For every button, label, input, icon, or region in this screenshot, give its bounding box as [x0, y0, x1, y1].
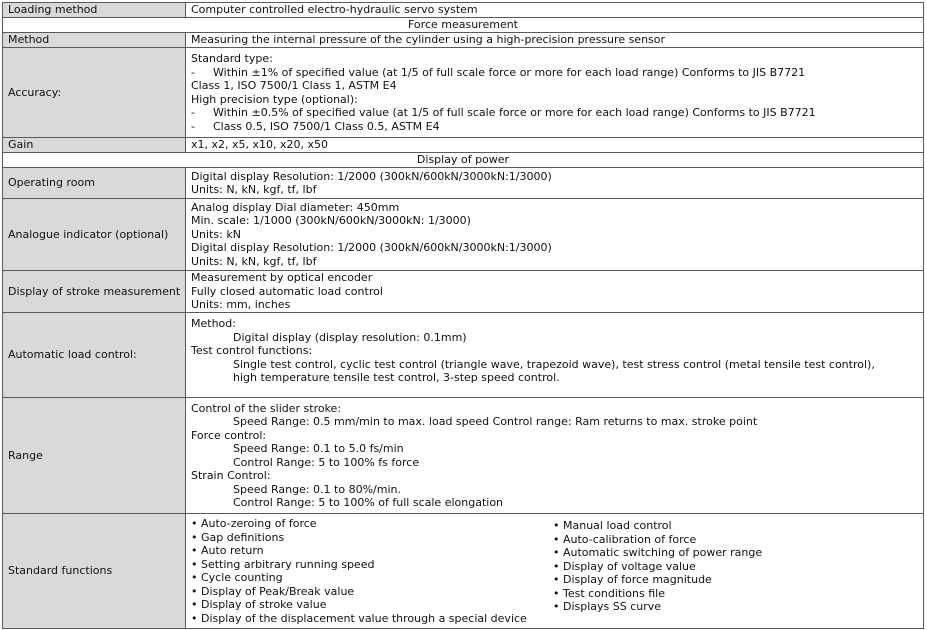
standard-function-item: • Test conditions file: [553, 586, 665, 600]
accuracy-standard-line2: Class 1, ISO 7500/1 Class 1, ASTM E4: [191, 79, 397, 92]
automatic-load-control-value: Method: Digital display (display resolution: 0.1mm) Test control functions: Single test control, cyclic test control (triangle wave, trapezoid wave), test stress control (metal tensile test control), high temperature tensile test control, 3-step speed control.: [186, 313, 924, 398]
row-power-section: [3, 153, 924, 168]
gain-label: Gain: [3, 138, 186, 153]
standard-function-item: • Cycle counting: [191, 571, 283, 584]
row-force-section: [3, 18, 924, 33]
row-method: [3, 33, 924, 48]
row-operating-room: [3, 168, 924, 199]
standard-function-item: • Display of force magnitude: [553, 573, 712, 586]
spec-table-container: [2, 2, 924, 629]
standard-functions-columns: [191, 517, 923, 625]
standard-functions-value: [186, 514, 924, 629]
force-measurement-heading: Force measurement: [3, 18, 924, 33]
row-accuracy: [3, 48, 924, 138]
row-automatic-load-control: [3, 313, 924, 398]
row-analogue-indicator: [3, 199, 924, 271]
accuracy-high-title: High precision type (optional):: [191, 92, 358, 106]
standard-function-item: • Displays SS curve: [553, 600, 662, 613]
standard-function-item: • Display of Peak/Break value: [191, 584, 355, 598]
standard-function-item: • Gap definitions: [191, 530, 285, 544]
analogue-indicator-value: Analog display Dial diameter: 450mm Min. scale: 1/1000 (300kN/600kN/3000kN: 1/3000) Units: kN Digital display Resolution: 1/2000 (300kN/600kN/3000kN:1/3000) Units: N, kN, kgf, tf, lbf: [186, 199, 924, 271]
accuracy-value: [186, 48, 924, 138]
accuracy-standard-line1: - Within ±1% of specified value (at 1/5 of full scale force or more for each load range) Conforms to JIS B7721: [191, 65, 806, 79]
standard-function-item: • Auto-zeroing of force: [191, 517, 317, 530]
range-value: Control of the slider stroke: Speed Range: 0.5 mm/min to max. load speed Control range: Ram returns to max. stroke point Force control: Speed Range: 0.1 to 5.0 fs/min Control Range: 5 to 100% fs force Strain Control: Speed Range: 0.1 to 80%/min. Control Range: 5 to 100% of full scale elongation: [186, 398, 924, 514]
analogue-indicator-label: Analogue indicator (optional): [3, 199, 186, 271]
row-stroke-measurement: [3, 271, 924, 313]
standard-function-item: • Auto return: [191, 544, 264, 557]
method-value: Measuring the internal pressure of the cylinder using a high-precision pressure sensor: [186, 33, 924, 48]
standard-function-item: • Display of stroke value: [191, 598, 327, 611]
automatic-load-control-label: Automatic load control:: [3, 313, 186, 398]
method-label: Method: [3, 33, 186, 48]
accuracy-high-line2: - Class 0.5, ISO 7500/1 Class 0.5, ASTM E4: [191, 119, 440, 133]
standard-function-item: • Display of the displacement value through a special device: [191, 611, 527, 625]
stroke-measurement-label: Display of stroke measurement: [3, 271, 186, 313]
standard-function-item: • Display of voltage value: [553, 559, 696, 573]
accuracy-standard-title: Standard type:: [191, 52, 273, 65]
standard-function-item: • Automatic switching of power range: [553, 546, 763, 559]
row-standard-functions: [3, 514, 924, 629]
spec-table: [2, 2, 924, 629]
standard-function-item: • Auto-calibration of force: [553, 532, 697, 546]
accuracy-label: Accuracy:: [3, 48, 186, 138]
accuracy-high-line1: - Within ±0.5% of specified value (at 1/5 of full scale force or more for each load range) Conforms to JIS B7721: [191, 106, 816, 119]
stroke-measurement-value: Measurement by optical encoder Fully closed automatic load control Units: mm, inches: [186, 271, 924, 313]
standard-function-item: • Setting arbitrary running speed: [191, 557, 375, 571]
loading-method-label: Loading method: [3, 3, 186, 18]
row-range: [3, 398, 924, 514]
standard-functions-right: [553, 517, 762, 625]
display-of-power-heading: Display of power: [3, 153, 924, 168]
standard-functions-label: Standard functions: [3, 514, 186, 629]
standard-functions-left: [191, 517, 553, 625]
loading-method-value: Computer controlled electro-hydraulic servo system: [186, 3, 924, 18]
row-loading-method: [3, 3, 924, 18]
operating-room-value: Digital display Resolution: 1/2000 (300kN/600kN/3000kN:1/3000) Units: N, kN, kgf, tf, lbf: [186, 168, 924, 199]
gain-value: x1, x2, x5, x10, x20, x50: [186, 138, 924, 153]
row-gain: [3, 138, 924, 153]
standard-function-item: • Manual load control: [553, 519, 672, 532]
operating-room-label: Operating room: [3, 168, 186, 199]
range-label: Range: [3, 398, 186, 514]
